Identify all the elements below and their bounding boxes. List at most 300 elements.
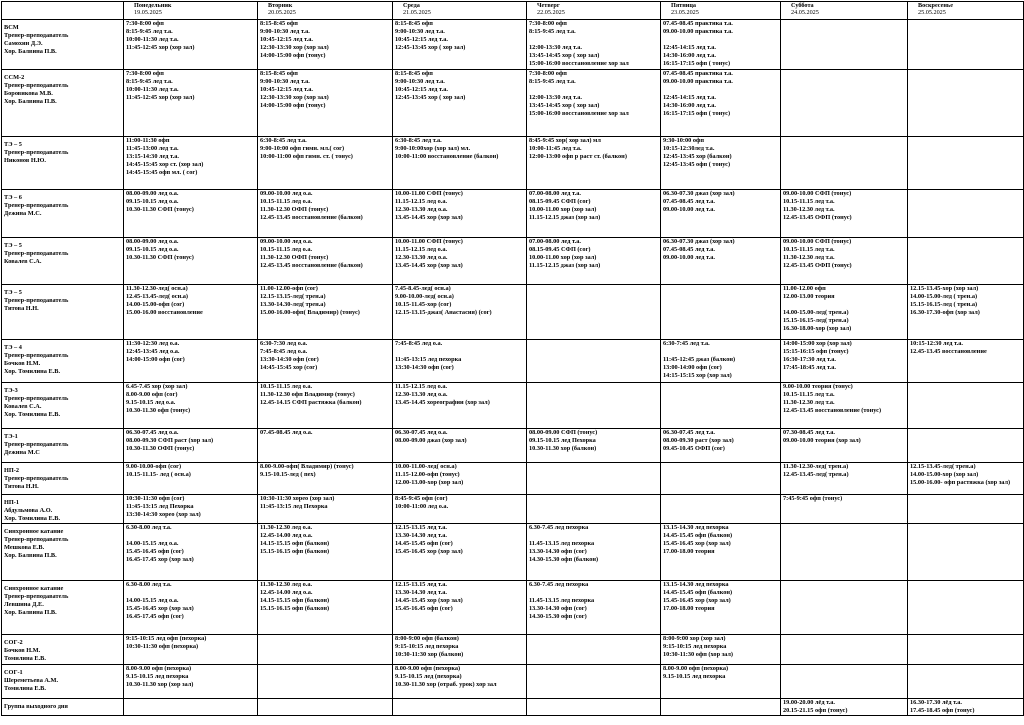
day-name: Пятница xyxy=(671,2,696,9)
group-line: Синхронное катание xyxy=(4,585,64,592)
session-cell xyxy=(908,635,1024,665)
session-line: 11.15-12.15 джаз (хор зал) xyxy=(529,214,601,221)
session-line: 14:30-16:00 лед т.а. xyxy=(663,102,716,109)
day-name: Вторник xyxy=(268,2,293,9)
group-line: Хор. Томилина Е.В. xyxy=(4,515,61,522)
day-name: Понедельник xyxy=(134,2,172,9)
session-line: 14.45-15.45 хор (хор зал) xyxy=(395,597,463,604)
session-line: 09.15-10.15 лед Пехорка xyxy=(529,437,596,444)
session-line: 12.30-13.30 лед о.а. xyxy=(395,206,448,213)
session-cell xyxy=(124,383,258,429)
day-name: Среда xyxy=(403,2,420,9)
session-line: 12.45-13.45 восстановление (балкон) xyxy=(260,262,363,269)
session-line: 07.30-08.45 лед т.а. xyxy=(783,429,835,436)
session-line: 15.00-16.00 восстановление xyxy=(126,309,203,316)
session-cell xyxy=(124,635,258,665)
session-line: 11.30-12.30 офп Владимир (тонус) xyxy=(260,391,355,398)
session-line: 17.45-18.45 офп (тонус) xyxy=(910,707,975,714)
session-line: 11.00-12.00-офп (сог) xyxy=(260,285,318,292)
day-date: 21.05.2025 xyxy=(403,9,431,17)
session-cell xyxy=(258,340,393,383)
session-cell xyxy=(393,20,527,70)
session-line: 9:30-10:00 офп xyxy=(663,137,705,144)
session-cell xyxy=(258,524,393,581)
session-line: 14.45-15.45 офп (балкон) xyxy=(663,532,733,539)
session-line: 14.30-15.30 офп (балкон) xyxy=(529,556,599,563)
session-line xyxy=(663,86,778,94)
day-date: 24.05.2025 xyxy=(791,9,819,17)
session-cell xyxy=(124,699,258,716)
group-line: НП-2 xyxy=(4,467,20,474)
session-line: 11.15-12.15 лед о.а. xyxy=(395,383,448,390)
session-cell xyxy=(527,340,661,383)
session-cell xyxy=(661,524,781,581)
session-line: 8:15-9:45 лед т.а. xyxy=(529,28,576,35)
group-line: ТЭ – 6 xyxy=(4,194,22,201)
session-line: 09.00-10.00 лед о.а. xyxy=(260,190,313,197)
session-cell xyxy=(258,699,393,716)
session-line: 12:00-13:30 лед т.а. xyxy=(529,94,582,101)
group-cell xyxy=(2,383,124,429)
session-line: 08.00-09.30 раст (хор зал) xyxy=(663,437,734,444)
session-cell xyxy=(661,635,781,665)
session-line: 8.00-9.00 офп (сог) xyxy=(126,391,178,398)
day-date: 20.05.2025 xyxy=(268,9,296,17)
group-line: Абдульмова А.О. xyxy=(4,507,53,514)
group-cell xyxy=(2,285,124,340)
session-cell xyxy=(781,463,908,495)
session-line: 6:30-8:45 лед т.а. xyxy=(260,137,307,144)
session-cell xyxy=(393,635,527,665)
session-line: 14.00-15.00-хор (хор зал) xyxy=(910,471,979,478)
group-line: ТЭ – 5 xyxy=(4,289,22,296)
session-cell xyxy=(908,495,1024,524)
schedule-body xyxy=(2,20,1024,716)
session-line: 12:45-13:45 офп ( тонус) xyxy=(663,161,731,168)
session-cell xyxy=(527,635,661,665)
schedule-row xyxy=(2,285,1024,340)
day-header xyxy=(661,2,781,20)
session-line: 06.30-07.30 джаз (хор зал) xyxy=(663,190,735,197)
session-line: 8:00-9:00 хор (хор зал) xyxy=(663,635,726,642)
session-line: 8:15-9:45 лед т.а. xyxy=(126,28,173,35)
session-cell xyxy=(393,429,527,463)
group-line: Тренер-преподаватель xyxy=(4,202,69,209)
session-line: 08.00-09.00 СФП (тонус) xyxy=(529,429,598,436)
day-date: 23.05.2025 xyxy=(671,9,699,17)
schedule-row xyxy=(2,383,1024,429)
session-line xyxy=(529,589,658,597)
session-line: 14.45-15.45 офп (сог) xyxy=(395,540,453,547)
session-cell xyxy=(258,495,393,524)
session-line: 08.15-09.45 СФП (сог) xyxy=(529,246,591,253)
session-line: 6.30-8.00 лед т.а. xyxy=(126,524,172,531)
session-cell xyxy=(781,70,908,137)
session-line: 08.00-09.30 СФП раст (хор зал) xyxy=(126,437,214,444)
session-cell xyxy=(781,383,908,429)
session-cell xyxy=(908,524,1024,581)
session-cell xyxy=(781,137,908,190)
session-line: 15.45-16.45 хор (хор зал) xyxy=(126,605,194,612)
session-line: 6.30-7.45 лед пехорка xyxy=(529,581,589,588)
session-cell xyxy=(908,429,1024,463)
session-cell xyxy=(781,635,908,665)
session-line: 10.30-11.30 СФП (тонус) xyxy=(126,206,194,213)
session-line: 06.30-07.45 лед о.а. xyxy=(126,429,179,436)
session-line: 10:15-12:30лед т.а. xyxy=(663,145,715,152)
session-line: 10:45-12:15 лед т.а. xyxy=(260,86,313,93)
session-cell xyxy=(393,137,527,190)
group-line: СОГ-2 xyxy=(4,639,23,646)
group-cell xyxy=(2,699,124,716)
session-line: 14.45-15.45 офп (балкон) xyxy=(663,589,733,596)
session-cell xyxy=(393,340,527,383)
day-date: 19.05.2025 xyxy=(134,9,162,17)
session-cell xyxy=(781,524,908,581)
session-line: 09.15-10.15 лед о.а. xyxy=(126,246,179,253)
session-line: 16.30-17.30-офп (хор зал) xyxy=(910,309,980,316)
session-line: 13:15-14:30 лед т.а. xyxy=(126,153,179,160)
session-line: 08.00-09.00 лед о.а. xyxy=(126,190,179,197)
session-cell xyxy=(258,429,393,463)
session-cell xyxy=(781,699,908,716)
session-line: 09.00-10.00 практика т.а. xyxy=(663,28,733,35)
session-line: 10.30-11.30 хор (хор зал) xyxy=(126,681,194,688)
schedule-row xyxy=(2,699,1024,716)
session-line: 11.30-12.30 лед т.а. xyxy=(783,206,835,213)
session-line: 9.15-10.15 лед (пехорка) xyxy=(395,673,462,680)
session-line: 7.45-8.45-лед( осн.а) xyxy=(395,285,451,292)
session-line: 14.00-15.00-лед( трен.а) xyxy=(783,309,849,316)
session-line: 12.00-13.00-хор (хор зал) xyxy=(395,479,464,486)
group-cell xyxy=(2,20,124,70)
session-line: 07.45-08.45 лед т.а. xyxy=(663,198,715,205)
session-line: 11:45-13:15 лед Пехорка xyxy=(126,503,194,510)
session-line: 6:30-7:30 лед о.а. xyxy=(260,340,308,347)
schedule-row xyxy=(2,665,1024,699)
group-line: ТЭ – 4 xyxy=(4,344,22,351)
session-line: 8:15-9:45 лед т.а. xyxy=(529,78,576,85)
session-line: 07.45-08.45 практика т.а. xyxy=(663,70,733,77)
group-cell xyxy=(2,635,124,665)
group-cell xyxy=(2,190,124,238)
group-line: Бочков Н.М. xyxy=(4,647,41,654)
session-cell xyxy=(258,383,393,429)
session-cell xyxy=(661,238,781,285)
session-cell xyxy=(527,463,661,495)
session-line: 7:45-8:45 лед о.а. xyxy=(260,348,308,355)
session-line: 13.15-14.30 лед пехорка xyxy=(663,524,729,531)
day-header xyxy=(527,2,661,20)
session-line: 15:00-16:00 восстановление хор зал xyxy=(529,110,629,117)
session-line: 10:45-12:15 лед т.а. xyxy=(395,86,448,93)
session-line: 10:30-11:30 офп (сог) xyxy=(126,495,185,502)
session-line: 10.30-11.30 хор (балкон) xyxy=(529,445,597,452)
session-line: 16.45-17.45 хор (хор зал) xyxy=(126,556,194,563)
session-line: 12.30-13.30 лед о.а. xyxy=(395,391,448,398)
session-cell xyxy=(124,20,258,70)
schedule-row xyxy=(2,635,1024,665)
session-line: 10:00-11:00 офп гимн. ст. ( тонус) xyxy=(260,153,353,160)
group-line: ТЭ – 5 xyxy=(4,141,22,148)
session-cell xyxy=(781,495,908,524)
session-line: 12:45-13:45 лед о.а. xyxy=(126,348,180,355)
group-line: Тренер-преподаватель xyxy=(4,536,69,543)
session-cell xyxy=(393,383,527,429)
session-line: 6:30-8:45 лед т.а. xyxy=(395,137,442,144)
schedule-row xyxy=(2,581,1024,635)
session-line: 06.30-07.45 лед о.а. xyxy=(395,429,448,436)
session-cell xyxy=(781,238,908,285)
session-cell xyxy=(908,285,1024,340)
group-line: Тренер-преподаватель xyxy=(4,475,69,482)
session-line: 11.30-12.30-лед( осн.а) xyxy=(126,285,188,292)
session-line: 9.15-10.15 лед пехорка xyxy=(126,673,189,680)
session-line: 12:45-13:45 хор ( хор зал) xyxy=(395,94,466,101)
session-line: 07.45-08.45 практика т.а. xyxy=(663,20,733,27)
group-cell xyxy=(2,137,124,190)
session-line: 13.30-14.30 офп (сог) xyxy=(529,605,587,612)
session-line: 12.45-13.45-лед( трен.а) xyxy=(783,471,849,478)
session-line: 12.15-13.45-лед( трен.а) xyxy=(910,463,976,470)
session-line: 12.45-14.00 лед о.а. xyxy=(260,532,313,539)
session-line: 15:15-16:15 офп (тонус) xyxy=(783,348,849,355)
session-line: 15.45-16.45 хор (хор зал) xyxy=(395,548,463,555)
session-cell xyxy=(661,495,781,524)
session-line: 09.45-10.45 ОФП (сог) xyxy=(663,445,725,452)
session-line: 10:30-11:30 хор (балкон) xyxy=(395,651,464,658)
group-cell xyxy=(2,238,124,285)
session-line: 12.45-13.45 восстановление (балкон) xyxy=(260,214,363,221)
session-line: 12.15-13.15 лед т.а. xyxy=(395,524,447,531)
group-line: Тренер-преподаватель xyxy=(4,149,69,156)
session-cell xyxy=(124,495,258,524)
session-line: 08.00-09.00 джаз (хор зал) xyxy=(395,437,467,444)
session-line: 10:00-11:30 лед т.а. xyxy=(126,36,179,43)
session-line: 13.30-14.30-лед( трен.а) xyxy=(260,301,326,308)
session-cell xyxy=(393,238,527,285)
session-line: 11.45-13.15 лед пехорка xyxy=(529,540,595,547)
schedule-row xyxy=(2,524,1024,581)
session-line: 13.30-14.30 лед т.а. xyxy=(395,589,447,596)
session-line: 12.15-13.45-хор (хор зал) xyxy=(910,285,979,292)
session-line: 10.15-11.15 лед о.а. xyxy=(260,246,313,253)
session-line: 13:45-14:45 хор ( хор зал) xyxy=(529,102,600,109)
session-line: 15.00-16.00- офп растяжка (хор зал) xyxy=(910,479,1011,486)
session-cell xyxy=(527,238,661,285)
session-line: 8:00-9:00 офп (балкон) xyxy=(395,635,459,642)
session-line: 7:30-8:00 офп xyxy=(126,70,164,77)
session-line: 14:15-15:15 хор (хор зал) xyxy=(663,372,732,379)
session-line: 7:30-8:00 офп xyxy=(529,70,567,77)
group-line: Титова Н.Н. xyxy=(4,483,39,490)
session-line: 6:30-7:45 лед т.а. xyxy=(663,340,710,347)
session-line: 15.45-16.45 офп (сог) xyxy=(126,548,184,555)
session-line: 14.00-15.00-лед ( трен.а) xyxy=(910,293,978,300)
session-line: 13.45-14.45 хор (хор зал) xyxy=(395,262,463,269)
session-line: 12:00-13:00 офп р раст ст. (балкон) xyxy=(529,153,627,160)
session-cell xyxy=(124,429,258,463)
session-line: 16:15-17:15 офп ( тонус) xyxy=(663,60,731,67)
session-cell xyxy=(258,285,393,340)
session-cell xyxy=(124,665,258,699)
group-line: Хор. Балвина П.В. xyxy=(4,609,57,616)
schedule-row xyxy=(2,495,1024,524)
group-cell xyxy=(2,340,124,383)
session-cell xyxy=(781,665,908,699)
session-line: 11.30-12.30 ОФП (тонус) xyxy=(260,206,329,213)
session-line: 12:45-14:15 лед т.а. xyxy=(663,44,716,51)
session-line: 10.15-11.15- лед ( осн.а) xyxy=(126,471,191,478)
group-line: Синхронное катание xyxy=(4,528,64,535)
session-line: 08.00-09.00 лед о.а. xyxy=(126,238,179,245)
session-line: 11.00-12.00 офп xyxy=(783,285,826,292)
session-line: 9:15-10:15 лед пехорка xyxy=(663,643,727,650)
session-line: 11:00-11:30 офп xyxy=(126,137,170,144)
group-line: Хор. Томилина Е.В. xyxy=(4,368,61,375)
session-line xyxy=(529,86,658,94)
session-cell xyxy=(781,429,908,463)
session-cell xyxy=(527,137,661,190)
day-header xyxy=(908,2,1024,20)
session-cell xyxy=(908,581,1024,635)
session-line: 9:00-10:30 лед т.а. xyxy=(395,28,445,35)
session-cell xyxy=(908,463,1024,495)
session-cell xyxy=(661,665,781,699)
session-line: 11:45-12:45 хор (хор зал) xyxy=(126,44,195,51)
schedule-row xyxy=(2,190,1024,238)
session-line: 11.30-12.30 лед т.а. xyxy=(783,254,835,261)
session-line: 14:45-15:45 хор ст. (хор зал) xyxy=(126,161,204,168)
session-cell xyxy=(908,70,1024,137)
session-cell xyxy=(258,70,393,137)
session-line: 14:00-15:00 офп (сог) xyxy=(126,356,185,363)
schedule-header xyxy=(2,2,1024,20)
group-line: Хор. Балвина П.В. xyxy=(4,48,57,55)
schedule-row xyxy=(2,238,1024,285)
session-cell xyxy=(661,70,781,137)
session-line: 14:45-15:45 хор (сог) xyxy=(260,364,318,371)
session-line: 12.45-13.45-лед( осн.а) xyxy=(126,293,189,300)
session-line: 15.15-16.15-лед( трен.а) xyxy=(783,317,849,324)
session-line: 9.15-10.15 лед пехорка xyxy=(663,673,726,680)
session-line: 8:45-9:45 офп (сог) xyxy=(395,495,448,502)
session-line: 11.15-12.15 лед о.а. xyxy=(395,198,448,205)
session-cell xyxy=(781,190,908,238)
session-cell xyxy=(781,285,908,340)
session-line: 9.15-10.15-лед ( пех) xyxy=(260,471,316,478)
group-cell xyxy=(2,429,124,463)
session-line: 10.15-11.15 лед т.а. xyxy=(783,198,835,205)
session-line: 15.15-16.15 офп (балкон) xyxy=(260,605,330,612)
session-line xyxy=(529,36,658,44)
schedule-table xyxy=(1,1,1024,716)
schedule-row xyxy=(2,137,1024,190)
session-line: 12:45-14:15 лед т.а. xyxy=(663,94,716,101)
session-cell xyxy=(661,383,781,429)
session-line: 10.15-11.15 лед о.а. xyxy=(260,198,313,205)
group-line: Бочков Н.М. xyxy=(4,360,41,367)
session-line: 10.30-11.30 хор (отраб. урок) хор зал xyxy=(395,681,497,688)
session-line: 12.30-13.30 лед о.а. xyxy=(395,254,448,261)
day-header xyxy=(393,2,527,20)
session-cell xyxy=(124,137,258,190)
session-line: 14.00-15.15 лед о.а. xyxy=(126,597,179,604)
session-line: 09.00-10.00 теория (хор зал) xyxy=(783,437,861,444)
group-line: Мешкова Е.В. xyxy=(4,544,45,551)
session-line: 17:45-18:45 лед т.а. xyxy=(783,364,836,371)
session-line: 8:15-8:45 офп xyxy=(395,20,433,27)
session-cell xyxy=(908,238,1024,285)
session-line: 09.00-10.00 лед т.а. xyxy=(663,254,715,261)
group-line: Тренер-преподаватель xyxy=(4,441,69,448)
group-cell xyxy=(2,524,124,581)
group-line: СОГ-1 xyxy=(4,669,23,676)
session-line: 11.15-12.15 джаз (хор зал) xyxy=(529,262,601,269)
session-cell xyxy=(393,70,527,137)
session-line: 8.00-9.00-офп( Владимир) (тонус) xyxy=(260,463,354,470)
session-line xyxy=(663,348,778,356)
session-line: 9.15-10.15 лед о.а. xyxy=(126,399,176,406)
session-cell xyxy=(124,238,258,285)
session-line: 10:00-11:00 лед о.а. xyxy=(395,503,449,510)
session-line: 10:30-11:30 офп (пехорка) xyxy=(126,643,199,650)
session-line: 10.15-11.15 лед т.а. xyxy=(783,391,835,398)
schedule-row xyxy=(2,340,1024,383)
session-line: 10:45-12:15 лед т.а. xyxy=(260,36,313,43)
session-line: 8:45-9:45 хор( хор зал) мл xyxy=(529,137,601,144)
session-line: 15.45-16.45 хор (хор зал) xyxy=(663,540,731,547)
session-line: 11:45-13:15 лед Пехорка xyxy=(260,503,328,510)
group-line: Тренер-преподаватель xyxy=(4,352,69,359)
session-line: 09.00-10.00 СФП (тонус) xyxy=(783,190,852,197)
session-line: 9:00-10:00хор (хор зал) мл. xyxy=(395,145,471,152)
schedule-row xyxy=(2,463,1024,495)
session-line: 11:45-13:15 лед пехорка xyxy=(395,356,462,363)
session-line: 7:45-9:45 офп (тонус) xyxy=(783,495,843,502)
session-line: 08.15-09.45 СФП (сог) xyxy=(529,198,591,205)
day-date: 22.05.2025 xyxy=(537,9,565,17)
session-line: 13.15-14.30 лед пехорка xyxy=(663,581,729,588)
session-line: 6.30-7.45 лед пехорка xyxy=(529,524,589,531)
group-line: Никонов Н.Ю. xyxy=(4,157,46,164)
session-line: 13:45-14:45 хор ( хор зал) xyxy=(529,52,600,59)
session-line: 9.00-10.00-офп (сог) xyxy=(126,463,182,470)
session-line: 12.45-14.00 лед о.а. xyxy=(260,589,313,596)
group-cell xyxy=(2,463,124,495)
group-line: Самохин Д.Э. xyxy=(4,40,43,47)
group-line: Дежина М.С xyxy=(4,449,40,456)
session-line: 11.15-12.15 лед о.а. xyxy=(395,246,448,253)
session-line: 10:30-11:30 офп (хор зал) xyxy=(663,651,734,658)
session-line: 8.00-9.00 офп (пехорка) xyxy=(126,665,192,672)
session-line: 06.30-07.30 джаз (хор зал) xyxy=(663,238,735,245)
session-line: 8:15-8:45 офп xyxy=(260,20,298,27)
session-cell xyxy=(908,699,1024,716)
schedule-row xyxy=(2,70,1024,137)
session-cell xyxy=(258,238,393,285)
session-line: 09.00-10.00 практика т.а. xyxy=(663,78,733,85)
session-line: 12.15-13.15-лед( трен.а) xyxy=(260,293,326,300)
group-cell xyxy=(2,581,124,635)
session-line: 10.00-11.00 хор (хор зал) xyxy=(529,206,597,213)
session-cell xyxy=(661,285,781,340)
session-line: 10.30-11.30 СФП (тонус) xyxy=(126,254,194,261)
session-cell xyxy=(258,463,393,495)
session-line: 15.15-16.15 офп (балкон) xyxy=(260,548,330,555)
session-line: 11.30-12.30 ОФП (тонус) xyxy=(260,254,329,261)
session-cell xyxy=(124,524,258,581)
